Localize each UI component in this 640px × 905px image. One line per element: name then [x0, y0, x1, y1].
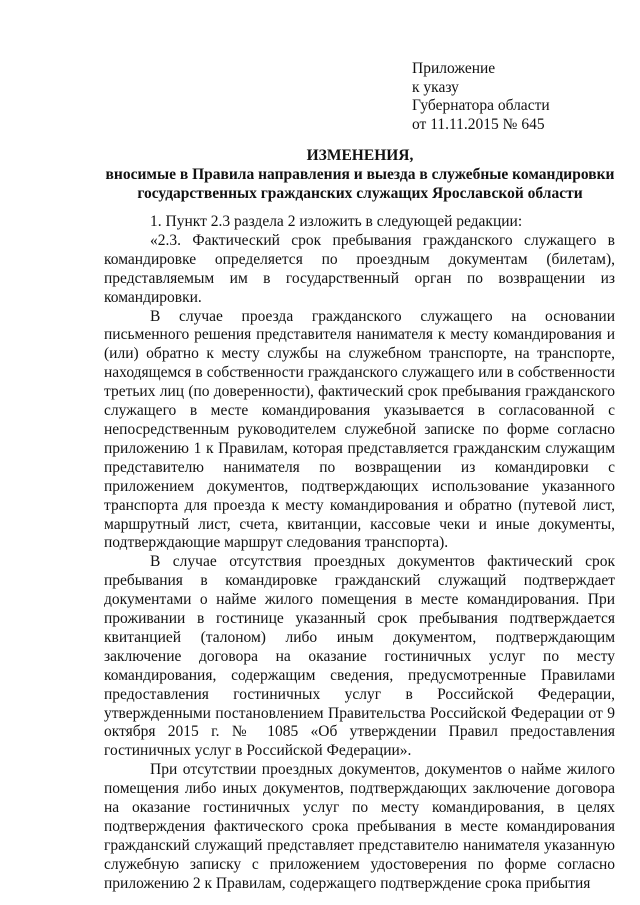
appendix-line: Губернатора области	[412, 97, 550, 114]
appendix-line: к указу	[412, 78, 459, 96]
paragraph-transport-case: В случае проезда гражданского служащего на основании письменного решения представителя нанимателя к месту командирования и (или) обратно к месту службы на служебном транспорте, на транспорте, находящемся в собственности гражданского служащего или в собственности третьих лиц (по доверенности), фактический срок пребывания гражданского служащего в месте командирования указывается в согласованной с непосредственным руководителем служебной записке по форме согласно приложению 1 к Правилам, которая представляется гражданским служащим представителю нанимателя по возвращении из командировки с приложением документов, подтверждающих использование указанного транспорта для проезда к месту командирования и обратно (путевой лист, маршрутный лист, счета, квитанции, кассовые чеки и иные документы, подтверждающие маршрут следования транспорта).	[104, 307, 615, 552]
appendix-date-line: от 11.11.2015 № 645	[412, 115, 545, 133]
paragraph-no-travel-documents: В случае отсутствия проездных документов фактический срок пребывания в командировке гражданский служащий подтверждает документами о найме жилого помещения в месте командирования. При проживании в гостинице указанный срок пребывания подтверждается квитанцией (талоном) либо иным документом, подтверждающим заключение договора на оказание гостиничных услуг по месту командирования, содержащим сведения, предусмотренные Правилами предоставления гостиничных услуг в Российской Федерации, утвержденными постановлением Правительства Российской Федерации от 9 октября 2015 г. № 1085 «Об утверждении Правил предоставления гостиничных услуг в Российской Федерации».	[104, 553, 615, 760]
paragraph-clause-2-3: «2.3. Фактический срок пребывания гражданского служащего в командировке определяется по проездным документам (билетам), представляемым им в государственный орган по возвращении из командировки.	[104, 231, 615, 306]
paragraph-item-1: 1. Пункт 2.3 раздела 2 изложить в следующей редакции:	[150, 213, 523, 230]
subtitle-line: вносимые в Правила направления и выезда в служебные командировки	[105, 166, 615, 183]
subtitle-line: государственных гражданских служащих Ярославской области	[137, 184, 583, 202]
appendix-line: Приложение	[412, 60, 496, 77]
appendix-block	[412, 60, 622, 134]
paragraph-no-documents-at-all: При отсутствии проездных документов, документов о найме жилого помещения либо иных документов, подтверждающих заключение договора на оказание гостиничных услуг по месту командирования, в целях подтверждения фактического срока пребывания в месте командирования гражданский служащий представляет представителю нанимателя указанную служебную записку с приложением удостоверения по форме согласно приложению 2 к Правилам, содержащего подтверждение срока прибытия	[104, 761, 615, 892]
document-title: ИЗМЕНЕНИЯ,	[306, 147, 414, 164]
document-subtitle	[100, 166, 620, 203]
document-body	[104, 213, 615, 894]
